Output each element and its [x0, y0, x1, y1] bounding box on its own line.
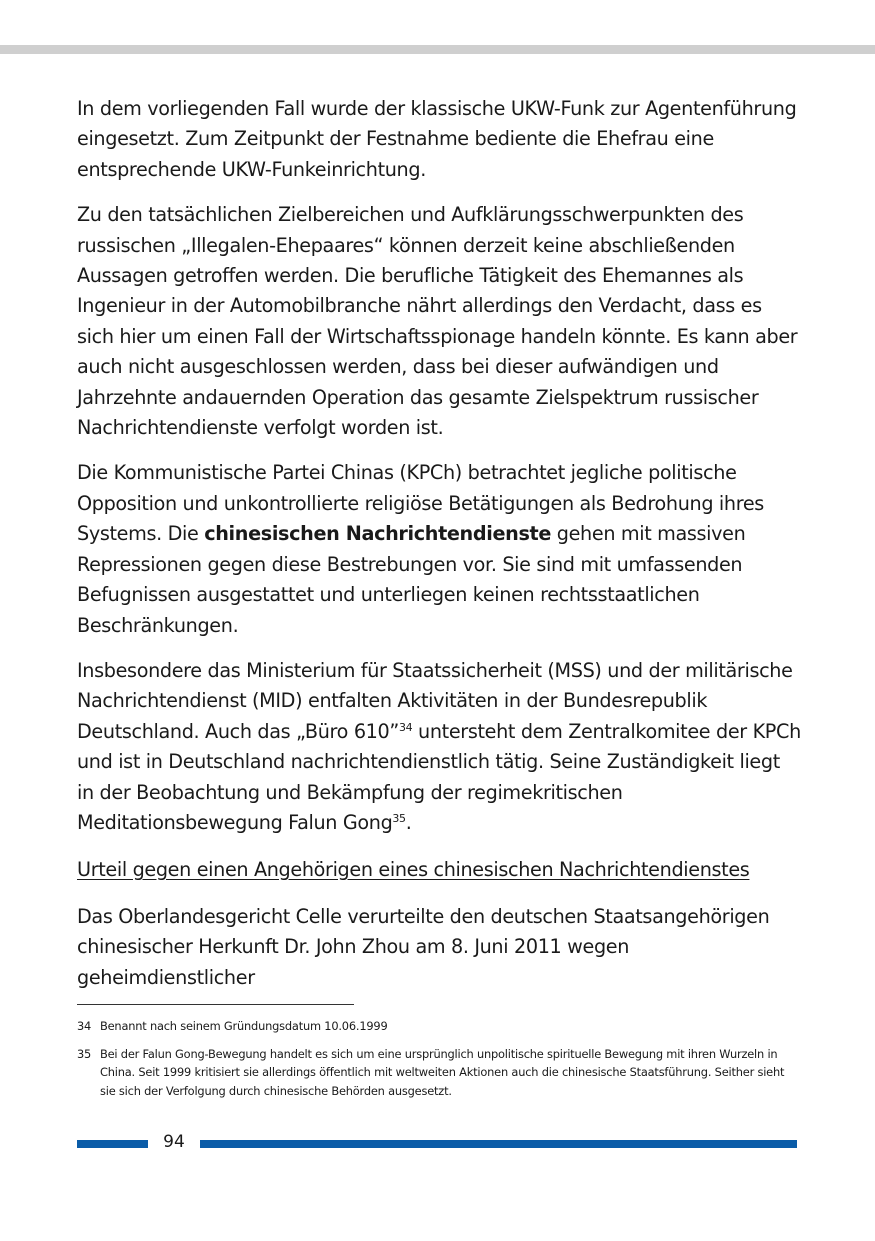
footnote-text: Bei der Falun Gong-Bewegung handelt es sich um eine ursprünglich unpolitische spirituelle Bewegung mit ihren Wurzeln in China. Seit 1999 kritisiert sie allerdings öffentlich mit weltweiten Aktionen auch die chinesische Staatsführung. Seither sieht sie sich der Verfolgung durch chinesische Behörden ausgesetzt.	[100, 1046, 785, 1098]
paragraph-4-text-b: untersteht dem Zentralkomitee der KPCh und ist in Deutschland nachrichtendienstlich tätig. Seine Zuständigkeit liegt in der Beobachtung und Bekämpfung der regimekritischen Meditationsbewegung Falun Gong	[77, 719, 801, 834]
footnotes	[77, 1017, 792, 1109]
body-text	[77, 94, 801, 853]
footnote-ref-34[interactable]: 34	[398, 720, 413, 734]
footnote-number: 34	[77, 1019, 92, 1033]
paragraph-4-text-c: .	[405, 810, 412, 834]
paragraph-4-text-a: Insbesondere das Ministerium für Staatssicherheit (MSS) und der militärische Nachrichtendienst (MID) entfalten Aktivitäten in der Bundesrepublik Deutschland. Auch das „Büro 610”	[77, 658, 793, 743]
footnote-text: Benannt nach seinem Gründungsdatum 10.06.1999	[100, 1019, 388, 1033]
footnote-divider	[77, 1004, 354, 1005]
paragraph-4	[77, 656, 801, 838]
footnote-34	[77, 1017, 792, 1036]
paragraph-3	[77, 458, 801, 640]
section-heading: Urteil gegen einen Angehörigen eines chinesischen Nachrichtendienstes	[77, 858, 750, 881]
footnote-35	[77, 1045, 792, 1101]
footer-bar-left	[77, 1140, 148, 1148]
footnote-ref-35[interactable]: 35	[392, 811, 406, 825]
top-divider	[0, 45, 875, 54]
paragraph-2: Zu den tatsächlichen Zielbereichen und Aufklärungsschwerpunkten des russischen „Illegalen-Ehepaares“ können derzeit keine abschließenden Aussagen getroffen werden. Die berufliche Tätigkeit des Ehemannes als Ingenieur in der Automobilbranche nährt allerdings den Verdacht, dass es sich hier um einen Fall der Wirtschaftsspionage handeln könnte. Es kann aber auch nicht ausgeschlossen werden, dass bei dieser aufwändigen und Jahrzehnte andauernden Operation das gesamte Zielspektrum russischer Nachrichtendienste verfolgt worden ist.	[77, 203, 798, 440]
paragraph-3-bold-term: chinesischen Nachrichtendienste	[204, 522, 552, 546]
paragraph-3-text-a: Die Kommunistische Partei Chinas (KPCh) betrachtet jegliche politische Opposition und unkontrollierte religiöse Betätigungen als Bedrohung ihres Systems. Die	[77, 461, 764, 546]
page-number: 94	[163, 1132, 185, 1152]
paragraph-1: In dem vorliegenden Fall wurde der klassische UKW-Funk zur Agentenführung eingesetzt. Zum Zeitpunkt der Festnahme bediente die Ehefrau eine entsprechende UKW-Funkeinrichtung.	[77, 97, 797, 181]
footer-bar-right	[200, 1140, 797, 1148]
paragraph-5: Das Oberlandesgericht Celle verurteilte den deutschen Staatsangehörigen chinesischer Herkunft Dr. John Zhou am 8. Juni 2011 wegen geheimdienstlicher	[77, 905, 770, 989]
footnote-number: 35	[77, 1046, 92, 1061]
paragraph-3-text-b: gehen mit massiven Repressionen gegen diese Bestrebungen vor. Sie sind mit umfassenden Befugnissen ausgestattet und unterliegen keinen rechtsstaatlichen Beschränkungen.	[77, 522, 746, 637]
